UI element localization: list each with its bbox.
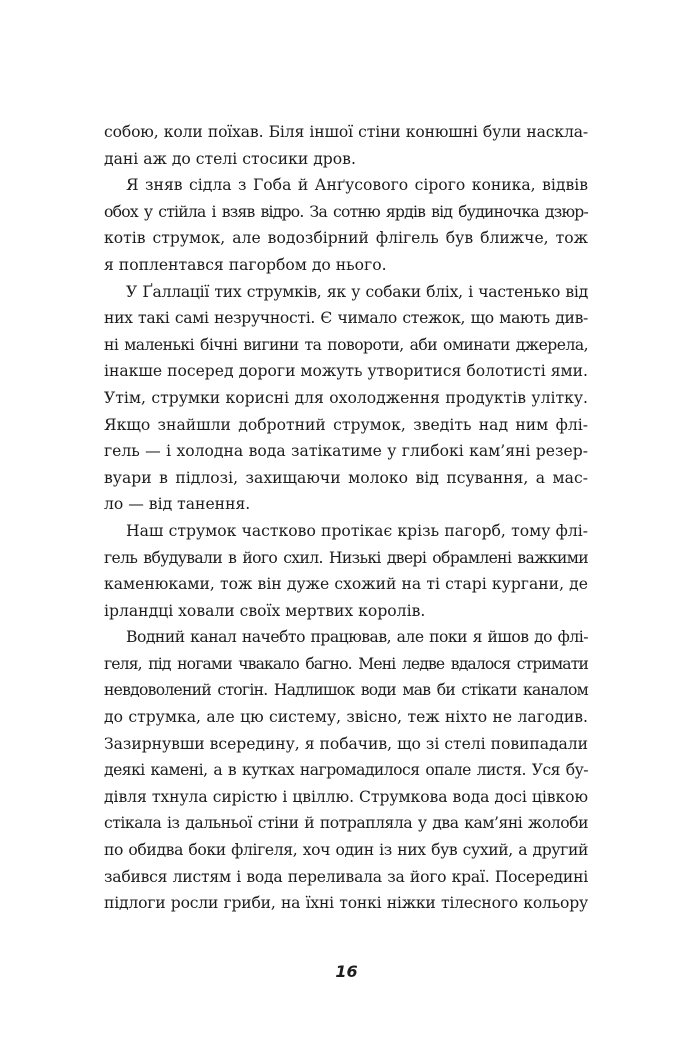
paragraph-2	[104, 172, 588, 278]
text-line: забився листям і вода переливала за його краї. Посередині	[104, 867, 588, 886]
text-line: гель — і холодна вода затікатиме у глибокі кам’яні резер-	[104, 442, 588, 461]
text-line: дівля тхнула сирістю і цвіллю. Струмкова вода досі цівкою	[104, 787, 588, 806]
text-line: деякі камені, а в кутках нагромадилося опале листя. Уся бу-	[104, 761, 588, 780]
text-line: ірландці ховали своїх мертвих королів.	[104, 601, 426, 620]
text-line: собою, коли поїхав. Біля іншої стіни конюшні були наскла-	[104, 123, 588, 141]
text-line: Водний канал начебто працював, але поки я йшов до флі-	[126, 628, 588, 647]
text-line: по обидва боки флігеля, хоч один із них був сухий, а другий	[104, 841, 588, 860]
paragraph-5	[104, 624, 588, 917]
paragraph-1	[104, 119, 588, 172]
body-text	[104, 119, 588, 917]
text-line: я поплентався пагорбом до нього.	[104, 255, 387, 274]
text-line: Зазирнувши всередину, я побачив, що зі стелі повипадали	[104, 734, 588, 753]
text-line: обох у стійла і взяв відро. За сотню ярдів від будиночка дзюр-	[104, 202, 588, 221]
text-line: У Ґаллації тих струмків, як у собаки бліх, і частенько від	[126, 282, 588, 301]
text-line: Утім, струмки корисні для охолодження продуктів улітку.	[104, 388, 588, 407]
text-line: підлоги росли гриби, на їхні тонкі ніжки тілесного кольору	[104, 894, 588, 913]
paragraph-4	[104, 518, 588, 624]
paragraph-3	[104, 279, 588, 518]
text-line: дані аж до стелі стосики дров.	[104, 149, 356, 168]
text-line: до струмка, але цю систему, звісно, теж ніхто не лагодив.	[104, 708, 588, 727]
text-line: ні маленькі бічні вигини та повороти, аби оминати джерела,	[104, 335, 588, 354]
text-line: інакше посеред дороги можуть утворитися болотисті ями.	[104, 362, 588, 381]
text-line: ло — від танення.	[104, 495, 251, 514]
text-line: невдоволений стогін. Надлишок води мав би стікати каналом	[104, 681, 588, 700]
text-line: вуари в підлозі, захищаючи молоко від псування, а мас-	[104, 468, 588, 487]
text-line: Наш струмок частково протікає крізь пагорб, тому флі-	[126, 521, 588, 540]
text-line: котів струмок, але водозбірний флігель був ближче, тож	[104, 229, 588, 248]
text-line: гель вбудували в його схил. Низькі двері обрамлені важкими	[104, 548, 588, 567]
page-number: 16	[335, 962, 358, 981]
text-line: стікала із дальньої стіни й потрапляла у два кам’яні жолоби	[104, 814, 588, 833]
text-line: каменюками, тож він дуже схожий на ті старі кургани, де	[104, 575, 588, 594]
text-line: них такі самі незручності. Є чимало стежок, що мають див-	[104, 309, 588, 328]
text-line: Я зняв сідла з Гоба й Анґусового сірого коника, відвів	[126, 176, 588, 195]
text-line: геля, під ногами чвакало багно. Мені ледве вдалося стримати	[104, 654, 588, 673]
text-line: Якщо знайшли добротний струмок, зведіть над ним флі-	[104, 415, 588, 434]
